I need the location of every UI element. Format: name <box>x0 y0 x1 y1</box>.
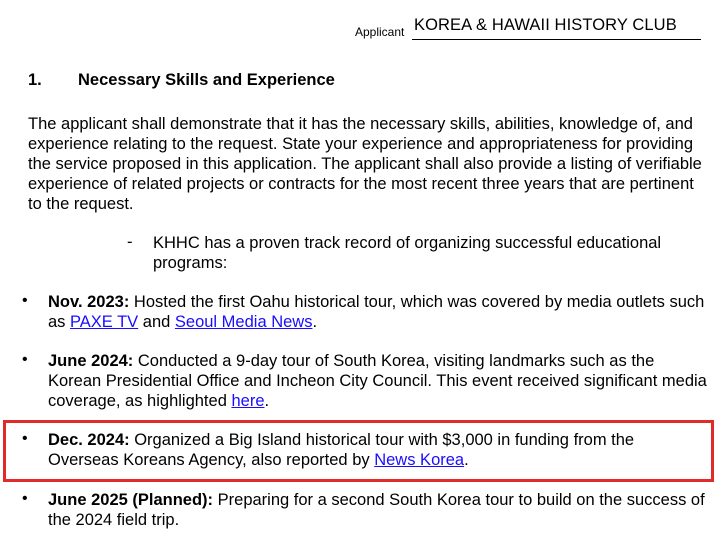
list-item-date: Nov. 2023: <box>48 293 130 311</box>
news-korea-link[interactable]: News Korea <box>374 451 465 469</box>
list-item-june-2025 <box>48 490 708 530</box>
list-item-text: . <box>464 451 469 469</box>
list-item-text: . <box>312 313 318 331</box>
list-item-text: Hosted the first Oahu historical tour, which was covered by media outlets such as <box>48 293 705 331</box>
list-item-dec-2024 <box>48 430 708 470</box>
section-intro-paragraph: The applicant shall demonstrate that it has the necessary skills, abilities, knowledge of, and experience relating to the request. State your experience and appropriateness for providing the service proposed in this application. The applicant shall also provide a listing of verifiable experience of related projects or contracts for the most recent three years that are pertinent to the request. <box>28 115 702 213</box>
bullet-icon: • <box>22 351 28 368</box>
list-item-text: . <box>264 392 270 410</box>
applicant-name-field: KOREA & HAWAII HISTORY CLUB <box>412 15 701 40</box>
list-item-date: Dec. 2024: <box>48 431 130 449</box>
here-link[interactable]: here <box>231 392 265 410</box>
section-title: Necessary Skills and Experience <box>78 71 335 89</box>
bullet-icon: • <box>22 490 28 507</box>
sub-item-text: KHHC has a proven track record of organizing successful educational programs: <box>153 234 662 272</box>
bullet-icon: • <box>22 292 28 309</box>
list-item-text: Organized a Big Island historical tour with $3,000 in funding from the Overseas Koreans Agency, also reported by <box>48 431 635 469</box>
list-item-june-2024 <box>48 351 708 411</box>
list-item-text: and <box>138 313 175 331</box>
bullet-icon: • <box>22 430 28 447</box>
list-item-text: Conducted a 9-day tour of South Korea, visiting landmarks such as the Korean Presidential Office and Incheon City Council. This event received significant media coverage, as highlighted <box>48 352 707 410</box>
list-item-date: June 2024: <box>48 352 134 370</box>
applicant-label: Applicant <box>355 25 405 39</box>
sub-item-dash: - <box>127 233 133 251</box>
list-item-text: Preparing for a second South Korea tour to build on the success of the 2024 field trip. <box>48 491 705 529</box>
list-item-nov-2023 <box>48 292 708 332</box>
list-item-date: June 2025 (Planned): <box>48 491 214 509</box>
section-number: 1. <box>28 71 42 89</box>
seoul-media-news-link[interactable]: Seoul Media News <box>174 313 313 331</box>
paxe-tv-link[interactable]: PAXE TV <box>70 313 139 331</box>
